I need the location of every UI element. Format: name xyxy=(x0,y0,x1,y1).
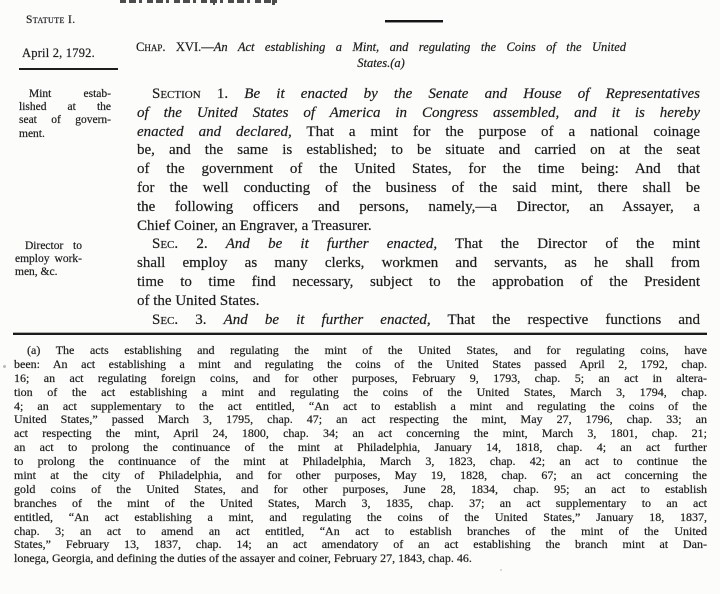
body-text-segment: for the well conducting of the business of the said mint, there shall be xyxy=(137,179,700,196)
scan-speck xyxy=(500,569,502,571)
body-text-line xyxy=(137,273,700,292)
margin-note-line: lished at the xyxy=(19,101,111,114)
enacting-clause: enacted and declared, xyxy=(137,123,292,140)
enacting-clause: And be it further enacted, xyxy=(223,311,431,328)
body-text-segment: That a mint for the purpose of a national coinage xyxy=(306,123,701,140)
body-text-segment: That the respective functions and xyxy=(447,311,700,328)
body-text-line xyxy=(137,311,700,330)
chapter-number: Chap. XVI.— xyxy=(136,40,214,54)
body-text-segment: of the government of the United States, for the time being: And that xyxy=(137,161,700,178)
enacting-clause: Be it enacted by the Senate and House of Representatives xyxy=(244,86,701,102)
margin-note-line: Director to xyxy=(25,240,82,252)
scan-speck xyxy=(3,365,6,368)
footnote-line: been: An act establishing a mint and regulating the coins of the United States passed April 2, 1792, chap. xyxy=(14,356,707,371)
body-text-line xyxy=(137,160,700,179)
body-text-line xyxy=(137,198,700,217)
footnote-line: branches of the mint of the United States, March 3, 1835, chap. 37; an act supplementary to an act xyxy=(14,495,707,510)
footnote-line: States,” February 13, 1837, chap. 14; an act amendatory of an act establishing the branch mint at Dan- xyxy=(14,537,707,552)
body-text-segment: That the Director of the mint xyxy=(455,236,701,253)
body-text-segment: be, and the same is established; to be situate and carried on at the seat xyxy=(137,142,700,159)
footnote-line: tion of the act establishing a mint and regulating the coins of the United States, March 3, 1794, chap. xyxy=(14,384,707,399)
chapter-heading xyxy=(136,40,626,71)
body-text-line xyxy=(137,292,700,311)
section-label: Sec. 2. xyxy=(152,236,208,253)
footnote-line: 4; an act supplementary to the act entitled, “An act to establish a mint and regulating the coins of the xyxy=(14,398,707,413)
footnote-line: an act to prolong the continuance of the mint at Philadelphia, January 14, 1818, chap. 4; an act further xyxy=(14,440,707,455)
page-top-cutoff-fragment xyxy=(120,0,278,3)
statute-label: Statute I. xyxy=(26,14,76,26)
body-text-line xyxy=(137,235,700,254)
act-body-text xyxy=(137,85,700,329)
margin-date: April 2, 1792. xyxy=(22,46,95,60)
body-text-line xyxy=(137,123,700,142)
margin-note-line: men, &c. xyxy=(15,266,58,279)
margin-note-mint-established xyxy=(19,88,111,141)
body-text-line xyxy=(137,85,700,104)
body-text-line xyxy=(137,141,700,160)
chapter-heading-line1 xyxy=(136,40,626,56)
margin-date-underline xyxy=(19,68,118,70)
enacting-clause: And be it further enacted, xyxy=(225,236,438,253)
margin-note-line: ment. xyxy=(19,127,45,140)
section-label: Section 1. xyxy=(152,86,229,102)
footnote-a xyxy=(14,344,707,566)
margin-note-line: employ work- xyxy=(15,253,82,266)
section-divider-rule xyxy=(385,20,443,22)
body-text-segment: time to time find necessary, subject to the approbation of the President xyxy=(137,273,700,290)
footnote-line: entitled, “An act establishing a mint, and regulating the coins of the United States,” January 18, 1837, xyxy=(14,509,707,524)
footnote-line: gold coins of the United States, and for other purposes, June 28, 1834, chap. 95; an act to establish xyxy=(14,481,707,496)
body-text-segment: shall employ as many clerks, workmen and servants, as he shall from xyxy=(137,255,700,272)
footnote-line: act respecting the mint, April 24, 1800, chap. 34; an act concerning the mint, March 3, 1801, chap. 21; xyxy=(14,426,707,441)
footnote-line: to prolong the continuance of the mint at Philadelphia, March 3, 1823, chap. 42; an act to continue the xyxy=(14,454,707,469)
chapter-title: An Act establishing a Mint, and regulating the Coins of the United xyxy=(213,40,627,54)
body-text-line xyxy=(137,217,700,236)
chapter-title-line2: States.(a) xyxy=(357,55,405,70)
body-text-line xyxy=(137,104,700,123)
margin-note-director-workmen xyxy=(15,240,82,280)
body-text-line xyxy=(137,179,700,198)
enacting-clause: of the United States of America in Congress assembled, and it is hereby xyxy=(137,104,700,121)
margin-note-line: seat of govern- xyxy=(19,114,111,127)
footnote-line: chap. 3; an act to amend an act entitled, “An act to establish branches of the mint of the United xyxy=(14,523,707,538)
body-text-line xyxy=(137,254,700,273)
body-text-segment: of the United States. xyxy=(137,292,260,309)
body-text-segment: the following officers and persons, namely,—a Director, an Assayer, a xyxy=(137,198,700,215)
footnote-line: United States,” passed March 3, 1795, chap. 47; an act respecting the mint, May 27, 1796, chap. 33; an xyxy=(14,412,707,427)
footnote-separator-rule xyxy=(13,333,707,335)
body-text-segment: Chief Coiner, an Engraver, a Treasurer. xyxy=(137,217,372,234)
section-label: Sec. 3. xyxy=(152,311,207,328)
footnote-line: (a) The acts establishing and regulating the mint of the United States, and for regulating coins, have xyxy=(27,343,707,357)
footnote-line: mint at the city of Philadelphia, and for other purposes, May 19, 1828, chap. 67; an act concerning the xyxy=(14,468,707,483)
margin-note-line: Mint estab- xyxy=(29,88,111,100)
footnote-line: lonega, Georgia, and defining the duties of the assayer and coiner, February 27, 1843, chap. 46. xyxy=(14,551,472,566)
footnote-line: 16; an act regulating foreign coins, and for other purposes, February 9, 1793, chap. 5; an act in altera- xyxy=(14,370,707,385)
